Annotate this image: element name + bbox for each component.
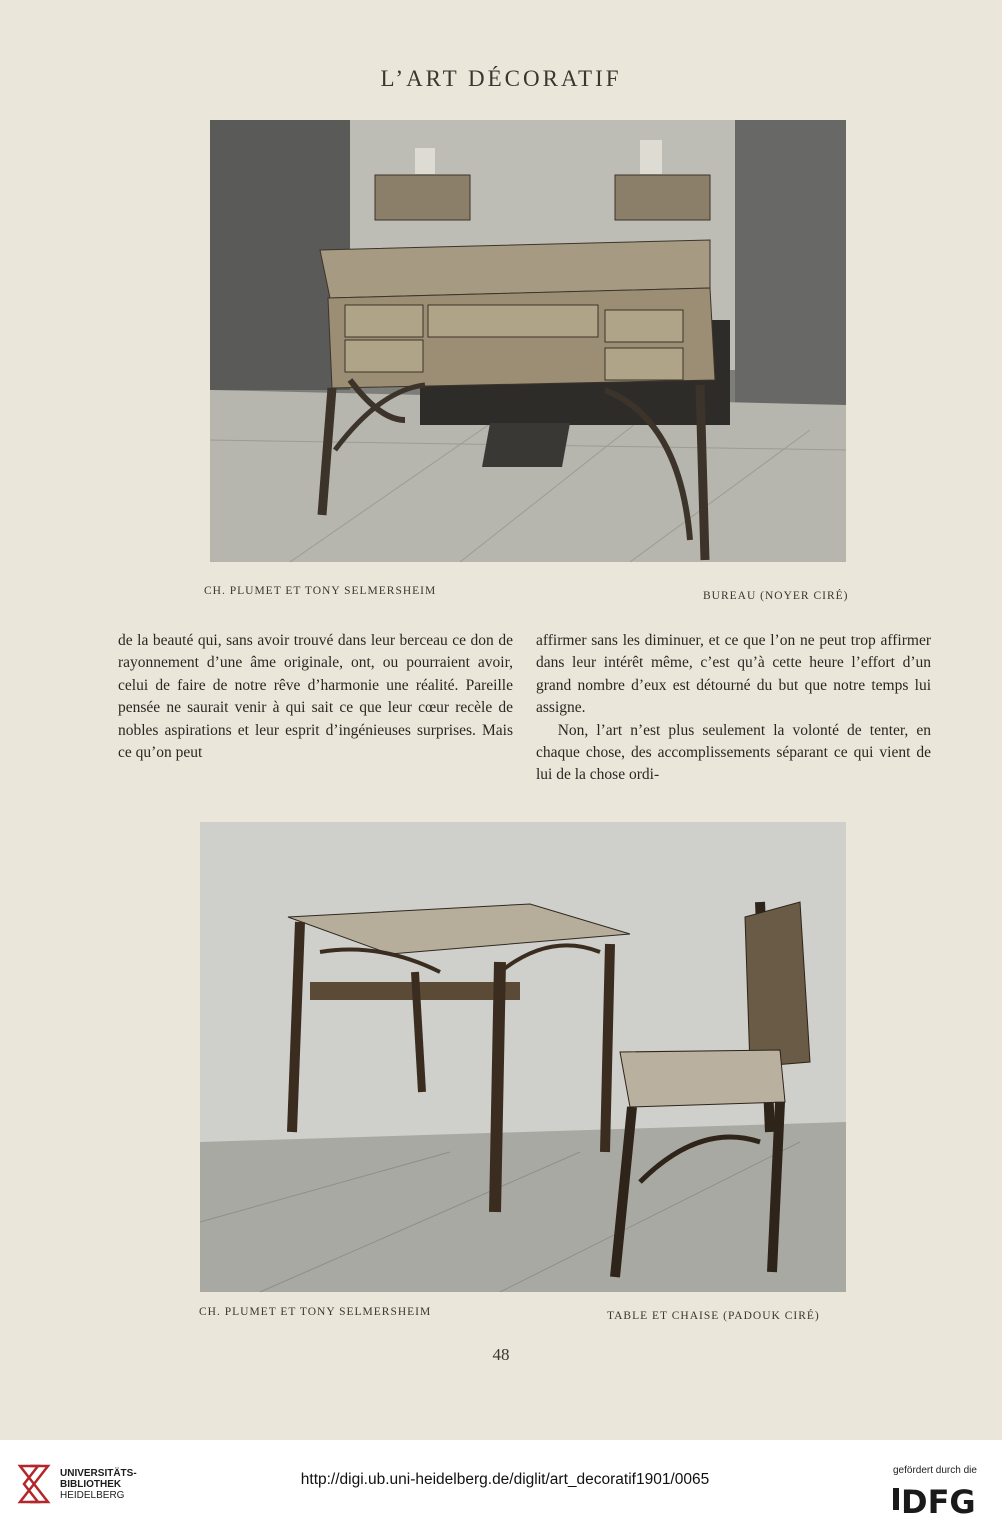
photo-bureau [210, 120, 846, 562]
institution-line: HEIDELBERG [60, 1490, 125, 1501]
funded-by-label: gefördert durch die [893, 1465, 977, 1476]
source-url-link[interactable]: http://digi.ub.uni-heidelberg.de/diglit/art_decoratif1901/0065 [300, 1471, 710, 1488]
figure2-title: TABLE ET CHAISE (PADOUK CIRÉ) [607, 1310, 820, 1322]
paragraph: de la beauté qui, sans avoir trouvé dans leur berceau ce don de rayonnement d’une âme originale, ont, ou pourraient avoir, celui de faire de notre rêve d’harmonie une réalité. Pareille pensée ne saurait venir à qui sait ce que leur cœur recèle de nobles aspirations et leur esprit d’ingénieuses surprises. Mais ce qu’on peut [118, 632, 513, 762]
dfg-logo-icon [893, 1480, 988, 1518]
paragraph: affirmer sans les diminuer, et ce que l’on ne peut trop affirmer dans leur intérêt même, c’est qu’à cette heure l’effort d’un grand nombre d’eux est détourné du but que notre temps lui assigne. [536, 632, 931, 717]
figure1-title: BUREAU (NOYER CIRÉ) [703, 590, 849, 602]
digitization-footer [0, 1440, 1002, 1527]
figure1-credit: CH. PLUMET ET TONY SELMERSHEIM [204, 585, 437, 597]
institution-line: UNIVERSITÄTS- [60, 1468, 137, 1479]
text-column-right [536, 630, 931, 787]
figure2-credit: CH. PLUMET ET TONY SELMERSHEIM [199, 1306, 432, 1318]
funder-label: DFG [901, 1483, 976, 1518]
institution-line: BIBLIOTHEK [60, 1479, 122, 1490]
photo-table-chaise [200, 822, 846, 1292]
running-head: L’ART DÉCORATIF [380, 66, 622, 91]
institution-name [60, 1468, 137, 1501]
paragraph: Non, l’art n’est plus seulement la volonté de tenter, en chaque chose, des accomplissements séparant ce qui vient de lui de la chose ordi- [536, 721, 931, 784]
text-column-left [118, 630, 513, 764]
page-number: 48 [492, 1345, 510, 1364]
university-library-logo-icon [12, 1462, 54, 1506]
